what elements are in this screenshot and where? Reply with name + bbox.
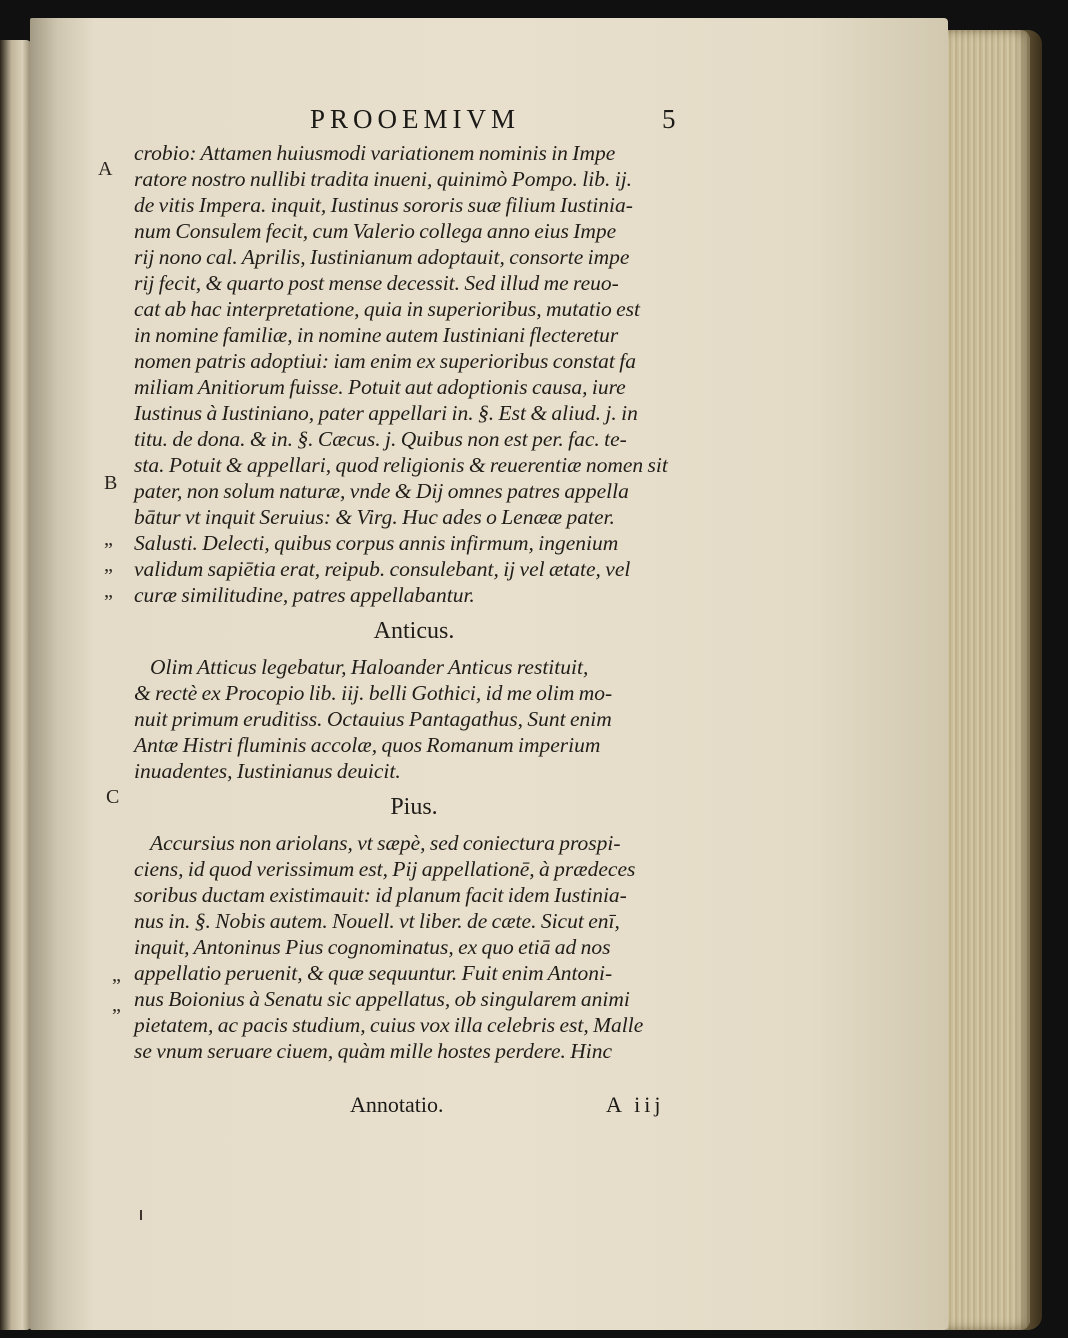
paragraph-3: [134, 830, 734, 1064]
catch-line: [350, 1092, 710, 1122]
text-line: Accursius non ariolans, vt sæpè, sed coniectura prospi-: [150, 831, 621, 855]
text-line: Antæ Histri fluminis accolæ, quos Romanum imperium: [134, 733, 601, 757]
margin-letter-c: C: [106, 786, 120, 808]
text-line: inquit, Antoninus Pius cognominatus, ex quo etiā ad nos: [134, 935, 611, 959]
text-line: crobio: Attamen huiusmodi variationem nominis in Impe: [134, 141, 616, 165]
text-line: titu. de dona. & in. §. Cæcus. j. Quibus non est per. fac. te-: [134, 427, 627, 451]
margin-quote-mark: „: [112, 994, 121, 1016]
page-edges: [940, 30, 1030, 1330]
margin-quote-mark: „: [112, 964, 121, 986]
section-heading-anticus: Anticus.: [373, 618, 455, 644]
body-text: [134, 140, 734, 1064]
text-line: miliam Anitiorum fuisse. Potuit aut adoptionis causa, iure: [134, 375, 626, 399]
text-line: appellatio peruenit, & quæ sequuntur. Fuit enim Antoni-: [134, 961, 613, 985]
text-line: & rectè ex Procopio lib. iij. belli Gothici, id me olim mo-: [134, 681, 613, 705]
signature-mark: A iij: [606, 1092, 665, 1117]
text-line: nus in. §. Nobis autem. Nouell. vt liber. de cæte. Sicut enī,: [134, 909, 620, 933]
margin-letter-b: B: [104, 472, 118, 494]
text-line: rij fecit, & quarto post mense decessit. Sed illud me reuo-: [134, 271, 619, 295]
margin-quote-mark: „: [104, 528, 113, 550]
catchword: Annotatio.: [350, 1092, 444, 1117]
text-line: nuit primum eruditiss. Octauius Pantagathus, Sunt enim: [134, 707, 612, 731]
text-line: inuadentes, Iustinianus deuicit.: [134, 759, 401, 783]
margin-quote-mark: „: [104, 554, 113, 576]
text-line: de vitis Impera. inquit, Iustinus sororis suæ filium Iustinia-: [134, 193, 633, 217]
text-line: se vnum seruare ciuem, quàm mille hostes perdere. Hinc: [134, 1039, 613, 1063]
section-heading-pius: Pius.: [390, 794, 438, 820]
text-line: nus Boionius à Senatu sic appellatus, ob singularem animi: [134, 987, 630, 1011]
text-line: ratore nostro nullibi tradita inueni, quinimò Pompo. lib. ij.: [134, 167, 633, 191]
text-line: sta. Potuit & appellari, quod religionis & reuerentiæ nomen sit: [134, 453, 668, 477]
text-line: curæ similitudine, patres appellabantur.: [134, 583, 475, 607]
text-line: in nomine familiæ, in nomine autem Iustiniani flecteretur: [134, 323, 619, 347]
text-line: bātur vt inquit Seruius: & Virg. Huc ades o Lenææ pater.: [134, 505, 615, 529]
left-page-edge: [0, 40, 32, 1330]
text-line: cat ab hac interpretatione, quia in superioribus, mutatio est: [134, 297, 640, 321]
text-line: ciens, id quod verissimum est, Pij appellationē, à prædeces: [134, 857, 636, 881]
margin-quote-mark: „: [104, 580, 113, 602]
text-line: Olim Atticus legebatur, Haloander Anticus restituit,: [150, 655, 589, 679]
text-line: pietatem, ac pacis studium, cuius vox illa celebris est, Malle: [134, 1013, 644, 1037]
text-line: pater, non solum naturæ, vnde & Dij omnes patres appella: [134, 479, 629, 503]
text-line: soribus ductam existimauit: id planum facit idem Iustinia-: [134, 883, 627, 907]
running-head-title: PROOEMIVM: [310, 104, 521, 134]
stray-ink-mark: [140, 1210, 142, 1220]
text-line: nomen patris adoptiui: iam enim ex superioribus constat fa: [134, 349, 636, 373]
text-line: Iustinus à Iustiniano, pater appellari in. §. Est & aliud. j. in: [134, 401, 638, 425]
text-line: validum sapiētia erat, reipub. consulebant, ij vel ætate, vel: [134, 557, 631, 581]
paragraph-2: [134, 654, 734, 784]
running-head: [300, 104, 700, 138]
paragraph-1: [134, 140, 734, 608]
page-number: 5: [662, 104, 676, 134]
text-line: rij nono cal. Aprilis, Iustinianum adoptauit, consorte impe: [134, 245, 630, 269]
text-line: Salusti. Delecti, quibus corpus annis infirmum, ingenium: [134, 531, 619, 555]
margin-letter-a: A: [98, 158, 113, 180]
text-line: num Consulem fecit, cum Valerio collega anno eius Impe: [134, 219, 617, 243]
